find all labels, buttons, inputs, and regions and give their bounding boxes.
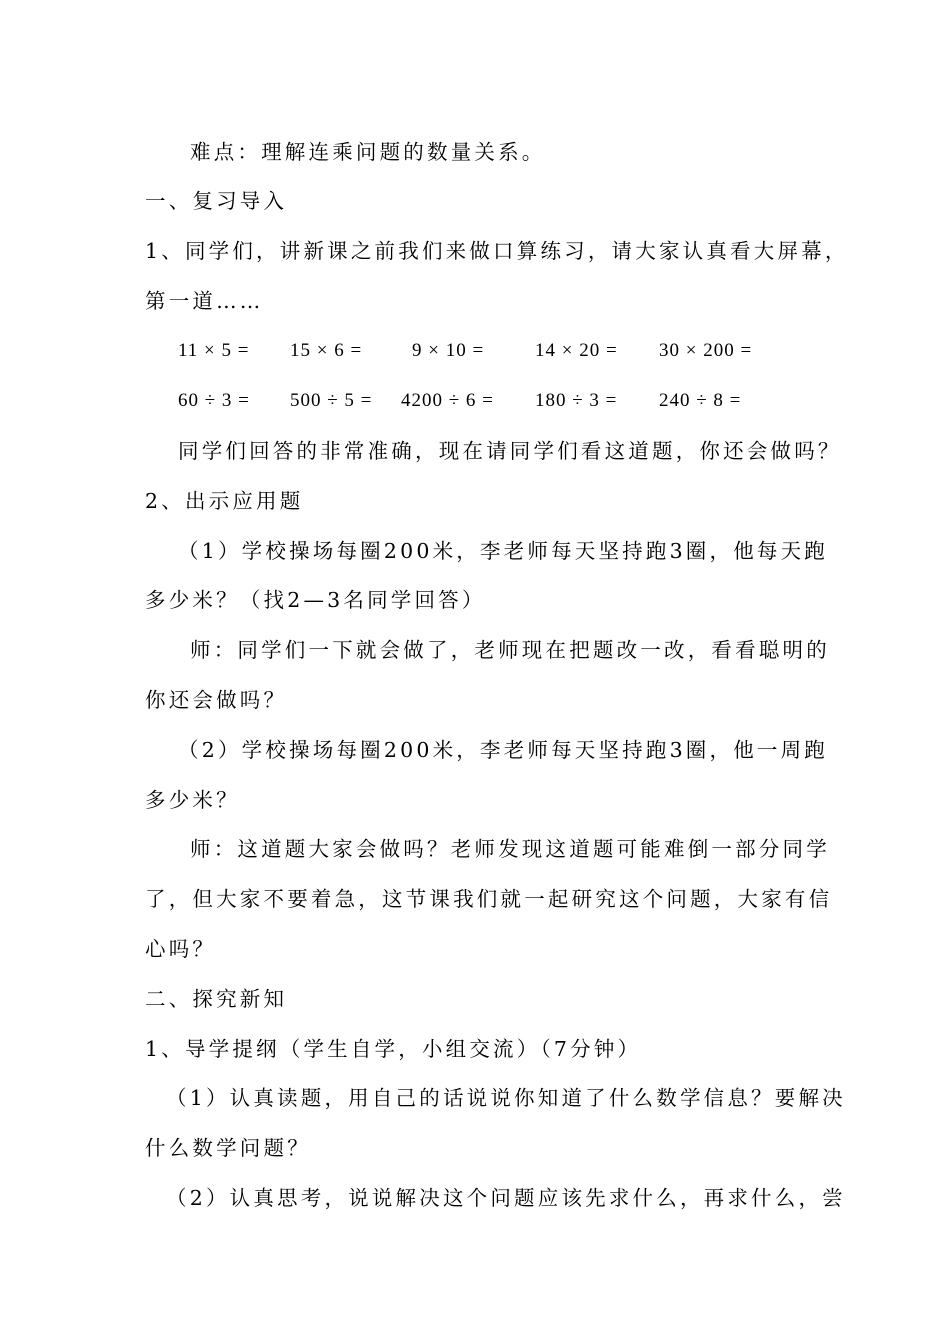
paragraph-line: （1）认真读题，用自己的话说说你知道了什么数学信息？要解决 <box>166 1086 846 1110</box>
paragraph-line: 第一道…… <box>145 289 264 313</box>
section-heading-review: 一、复习导入 <box>145 189 288 213</box>
exercise: 500 ÷ 5 = <box>290 390 373 411</box>
paragraph-line: （1）学校操场每圈200米，李老师每天坚持跑3圈，他每天跑 <box>178 539 829 563</box>
exercise: 60 ÷ 3 = <box>178 390 250 411</box>
section-heading-explore: 二、探究新知 <box>145 987 288 1011</box>
exercise: 14 × 20 = <box>535 340 618 361</box>
paragraph-line: 同学们回答的非常准确，现在请同学们看这道题，你还会做吗？ <box>178 439 842 463</box>
exercise: 11 × 5 = <box>178 340 250 361</box>
exercise: 15 × 6 = <box>290 340 363 361</box>
paragraph-line: 2、出示应用题 <box>145 489 304 513</box>
paragraph-line: 你还会做吗？ <box>145 688 288 712</box>
exercise: 4200 ÷ 6 = <box>401 390 494 411</box>
difficulty-line: 难点：理解连乘问题的数量关系。 <box>190 140 546 164</box>
paragraph-line: 1、导学提纲（学生自学，小组交流）（7分钟） <box>145 1037 642 1061</box>
paragraph-line: 师：这道题大家会做吗？老师发现这道题可能难倒一部分同学 <box>190 837 830 861</box>
paragraph-line: （2）学校操场每圈200米，李老师每天坚持跑3圈，他一周跑 <box>178 738 829 762</box>
paragraph-line: 心吗？ <box>145 937 217 961</box>
exercise: 30 × 200 = <box>659 340 753 361</box>
paragraph-line: 了，但大家不要着急，这节课我们就一起研究这个问题，大家有信 <box>145 887 833 911</box>
exercise: 180 ÷ 3 = <box>535 390 618 411</box>
paragraph-line: 1、同学们，讲新课之前我们来做口算练习，请大家认真看大屏幕， <box>145 239 849 263</box>
paragraph-line: 师：同学们一下就会做了，老师现在把题改一改，看看聪明的 <box>190 638 830 662</box>
paragraph-line: 什么数学问题？ <box>145 1136 311 1160</box>
exercise: 9 × 10 = <box>412 340 485 361</box>
paragraph-line: （2）认真思考，说说解决这个问题应该先求什么，再求什么，尝 <box>166 1186 846 1210</box>
exercise: 240 ÷ 8 = <box>659 390 742 411</box>
paragraph-line: 多少米？ <box>145 788 240 812</box>
paragraph-line: 多少米？（找2—3名同学回答） <box>145 588 486 612</box>
